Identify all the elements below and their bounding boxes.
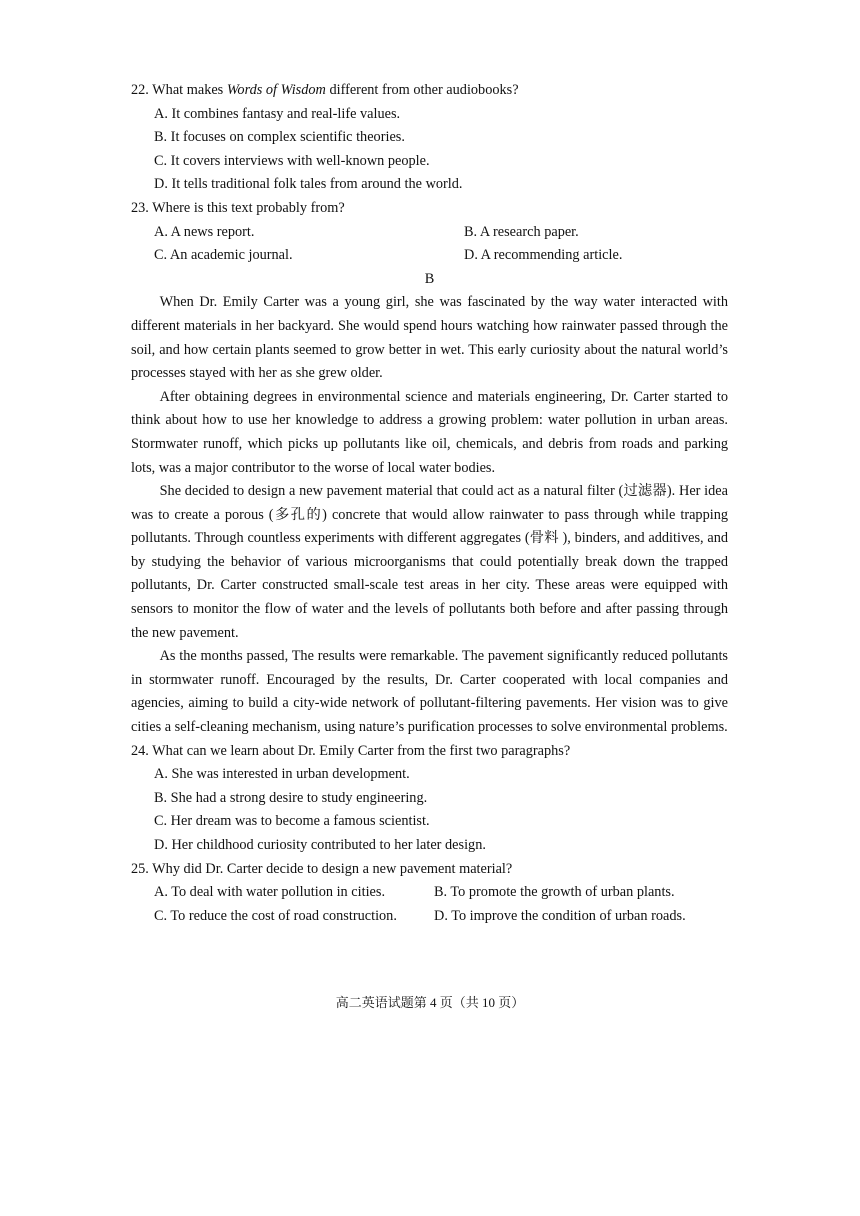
q23-option-a: A. A news report. — [154, 223, 255, 240]
q22-option-d: D. It tells traditional folk tales from around the world. — [154, 176, 463, 193]
q23-option-d: D. A recommending article. — [464, 247, 623, 264]
q23-options-row-1 — [131, 221, 728, 245]
question-23-stem: 23. Where is this text probably from? — [131, 199, 345, 216]
section-letter: B — [424, 270, 435, 287]
q25-options-row-1 — [131, 881, 728, 905]
passage-paragraph-1: When Dr. Emily Carter was a young girl, she was fascinated by the way water interacted with different materials in her backyard. She would spend hours watching how rainwater passed through the soil, and how certain plants seemed to grow better in wet. This early curiosity about the natural world’s processes stayed with her as she grew older. — [131, 294, 728, 382]
q23-option-b: B. A research paper. — [464, 223, 579, 240]
page-footer: 高二英语试题第 4 页（共 10 页） — [335, 995, 525, 1010]
q25-options-row-2 — [131, 905, 728, 929]
q22-option-a: A. It combines fantasy and real-life values. — [154, 105, 401, 122]
q25-option-d: D. To improve the condition of urban roads. — [434, 907, 686, 924]
q24-option-a: A. She was interested in urban development. — [154, 766, 410, 783]
q22-option-b: B. It focuses on complex scientific theories. — [154, 129, 405, 146]
exam-page-content — [131, 79, 728, 928]
passage-paragraph-4: As the months passed, The results were remarkable. The pavement significantly reduced pollutants in stormwater runoff. Encouraged by the results, Dr. Carter cooperated with local companies and agencies, aiming to build a city-wide network of pollutant-filtering pavements. Her vision was to give cities a self-cleaning mechanism, using nature’s purification processes to solve environmental problems. — [131, 648, 728, 736]
question-25-stem: 25. Why did Dr. Carter decide to design a new pavement material? — [131, 860, 513, 877]
q24-option-b: B. She had a strong desire to study engineering. — [154, 789, 428, 806]
q24-option-d: D. Her childhood curiosity contributed to her later design. — [154, 837, 486, 853]
q22-stem-prefix: 22. What makes — [131, 82, 227, 98]
q22-book-title: Words of Wisdom — [226, 82, 326, 98]
q24-option-c: C. Her dream was to become a famous scientist. — [154, 813, 430, 830]
q23-option-c: C. An academic journal. — [154, 247, 293, 264]
q22-stem-suffix: different from other audiobooks? — [325, 82, 519, 98]
question-24-stem: 24. What can we learn about Dr. Emily Carter from the first two paragraphs? — [131, 742, 571, 759]
q22-option-c: C. It covers interviews with well-known people. — [154, 152, 430, 169]
q25-option-c: C. To reduce the cost of road construction. — [154, 907, 397, 924]
passage-paragraph-2: After obtaining degrees in environmental science and materials engineering, Dr. Carter started to think about how to use her knowledge to address a growing problem: water pollution in urban areas. Stormwater runoff, which picks up pollutants like oil, chemicals, and debris from roads and parking lots, was a major contributor to the worse of local water bodies. — [131, 388, 728, 476]
q25-option-a: A. To deal with water pollution in cities. — [154, 884, 386, 901]
q23-options-row-2 — [131, 244, 728, 268]
passage-paragraph-3: She decided to design a new pavement material that could act as a natural filter (过滤器). Her idea was to create a porous (多孔的) concrete that would allow rainwater to pass through while trapping pollutants. Through countless experiments with different aggregates (骨料 ), binders, and additives, and by studying the behavior of various microorganisms that could potentially break down the trapped pollutants, Dr. Carter constructed small-scale test areas in her city. These areas were equipped with sensors to monitor the flow of water and the levels of pollutants both before and after passing through the new pavement. — [131, 483, 728, 641]
q25-option-b: B. To promote the growth of urban plants. — [434, 884, 675, 901]
question-22-stem — [131, 79, 728, 103]
